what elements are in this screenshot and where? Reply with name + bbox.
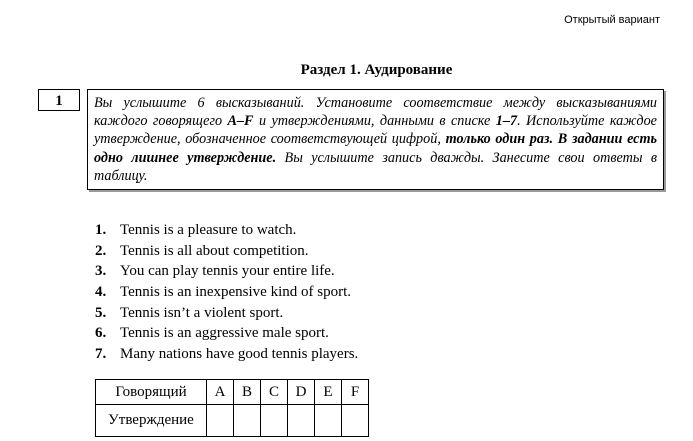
statements-list (95, 220, 358, 365)
speaker-row (96, 380, 369, 405)
section-title: Раздел 1. Аудирование (300, 62, 453, 78)
statement-number: 3. (95, 263, 107, 280)
speaker-cell-d: D (288, 380, 315, 405)
statement-row-label: Утверждение (96, 405, 207, 437)
speaker-cell-f: F (342, 380, 369, 405)
statement-text: You can play tennis your entire life. (120, 263, 335, 280)
instruction-statements-range: 1–7 (495, 113, 518, 130)
instruction-text: . Используйте каждое утверждение, обозначенное соответствующей цифрой, (94, 113, 657, 148)
answer-cell-e[interactable] (315, 405, 342, 437)
statement-number: 4. (95, 284, 107, 301)
statement-item (95, 261, 358, 282)
statement-item (95, 344, 358, 365)
statement-number: 2. (95, 242, 107, 259)
answer-cell-c[interactable] (261, 405, 288, 437)
answer-cell-b[interactable] (234, 405, 261, 437)
statement-number: 1. (95, 222, 107, 238)
statement-item (95, 241, 358, 262)
statement-number: 7. (95, 346, 107, 363)
speaker-cell-e: E (315, 380, 342, 405)
variant-label: Открытый вариант (564, 14, 660, 26)
task-number: 1 (38, 89, 80, 111)
instruction-speakers-range: A–F (227, 113, 254, 130)
instruction-text: Вы услышите 6 высказываний. Установите соответствие между высказываниями каждого говорящего (94, 95, 657, 130)
speaker-cell-a: A (207, 380, 234, 405)
statement-number: 6. (95, 325, 107, 342)
answer-cell-d[interactable] (288, 405, 315, 437)
statement-item (95, 282, 358, 303)
instruction-text: Вы услышите запись дважды. Занесите свои ответы в таблицу. (94, 149, 657, 184)
answer-cell-a[interactable] (207, 405, 234, 437)
statement-text: Tennis is all about competition. (120, 242, 309, 259)
statement-item (95, 303, 358, 324)
speaker-cell-b: B (234, 380, 261, 405)
statement-text: Tennis is an inexpensive kind of sport. (120, 284, 351, 301)
statement-number: 5. (95, 304, 107, 321)
speaker-cell-c: C (261, 380, 288, 405)
statement-text: Tennis isn’t a violent sport. (120, 304, 284, 321)
statement-text: Many nations have good tennis players. (120, 346, 359, 363)
statement-text: Tennis is an aggressive male sport. (120, 325, 329, 342)
instruction-emphasis: только один раз. В задании есть одно лишнее утверждение. (94, 131, 657, 166)
speaker-row-label: Говорящий (96, 380, 207, 405)
statement-text: Tennis is a pleasure to watch. (120, 222, 297, 238)
task-instructions (87, 89, 664, 190)
answer-cell-f[interactable] (342, 405, 369, 437)
statement-item (95, 323, 358, 344)
answer-table (95, 379, 369, 437)
statement-item (95, 220, 358, 241)
instruction-text: и утверждениями, данными в списке (253, 113, 496, 130)
statement-row (96, 405, 369, 437)
